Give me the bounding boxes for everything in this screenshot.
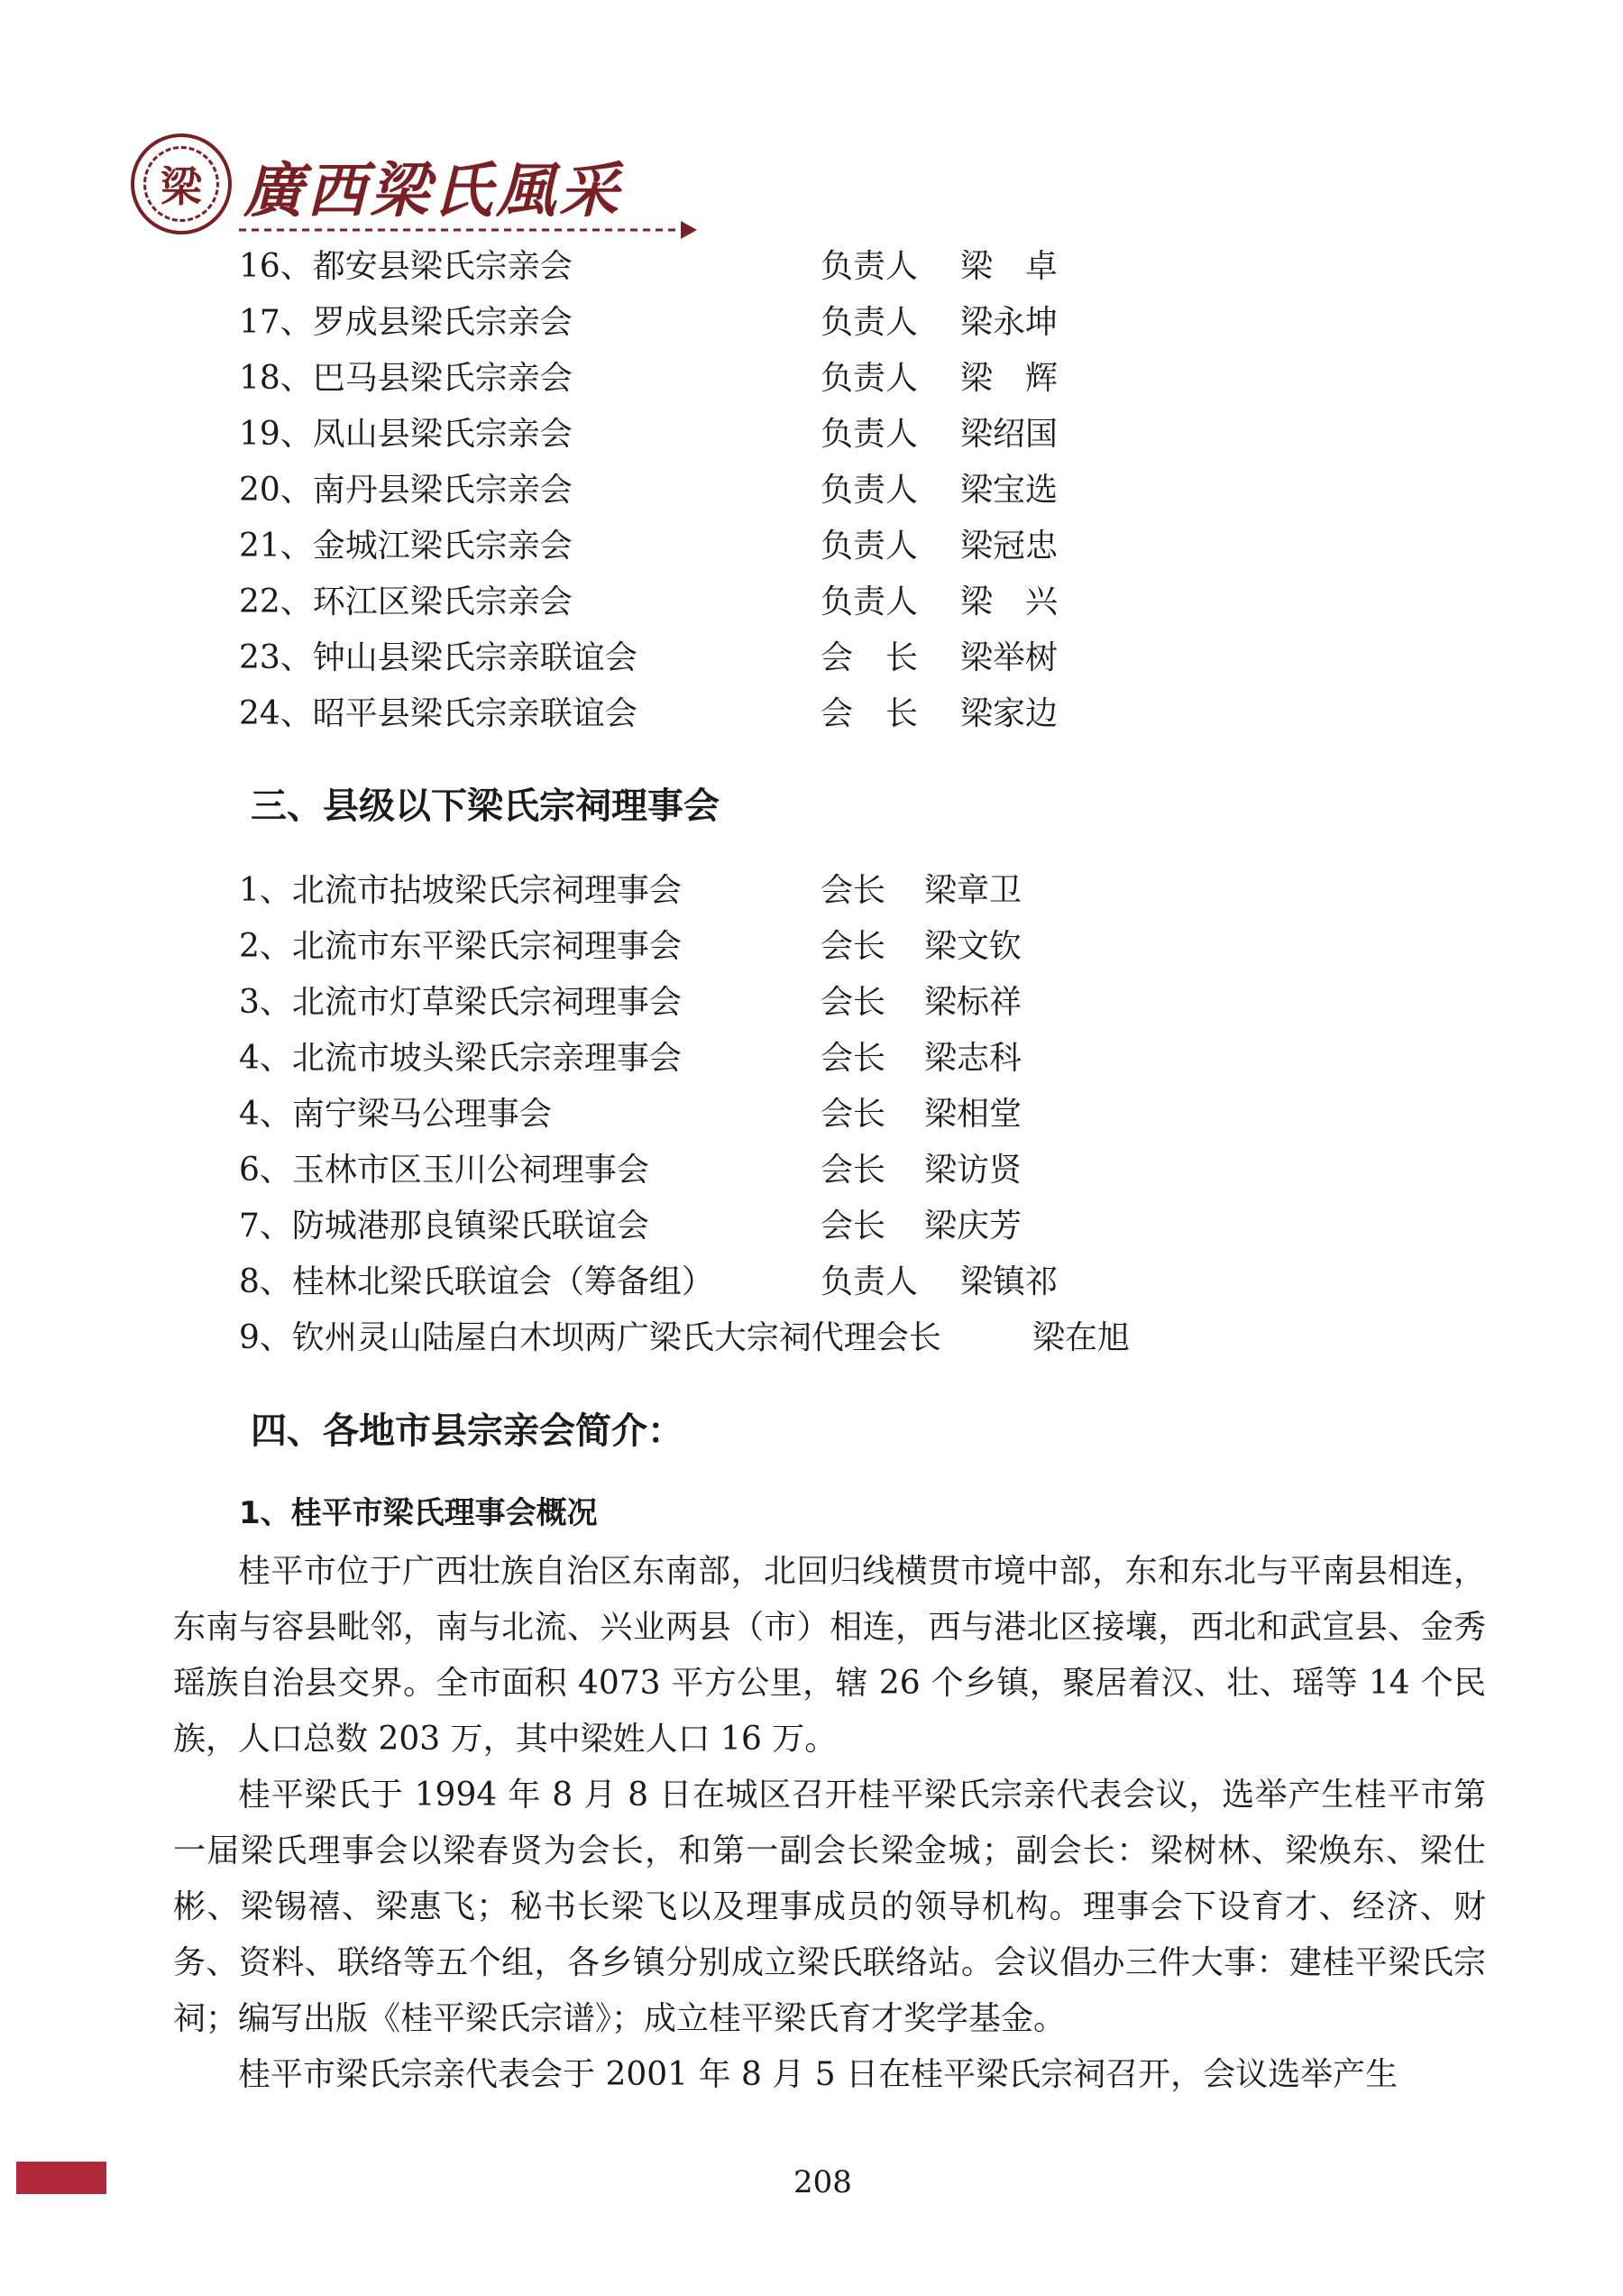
role-label: 会长 [821, 1096, 886, 1133]
org-name: 2、北流市东平梁氏宗祠理事会 [239, 928, 682, 965]
person-name: 梁绍国 [960, 416, 1059, 453]
role-label: 负责人 [821, 416, 919, 453]
org-name: 16、都安县梁氏宗亲会 [239, 248, 573, 285]
person-name: 梁章卫 [924, 872, 1022, 909]
role-label: 会长 [821, 872, 886, 909]
list-item [239, 923, 1141, 970]
page-number: 208 [793, 2164, 852, 2200]
person-name: 梁冠忠 [960, 528, 1059, 565]
org-name: 7、防城港那良镇梁氏联谊会 [239, 1208, 649, 1244]
brand-title: 廣西梁氏風采 [243, 155, 622, 225]
role-label: 会长 [821, 1208, 886, 1244]
person-name: 梁举树 [960, 639, 1059, 676]
org-name: 4、北流市坡头梁氏宗亲理事会 [239, 1040, 682, 1077]
list-item [239, 635, 1141, 682]
list-item [239, 467, 1141, 514]
paragraph: 桂平市梁氏宗亲代表会于 2001 年 8 月 5 日在桂平梁氏宗祠召开，会议选举产生 [238, 2056, 1398, 2093]
section-title-4: 四、各地市县宗亲会简介： [251, 1410, 683, 1452]
org-name: 22、环江区梁氏宗亲会 [239, 583, 573, 620]
org-name: 19、凤山县梁氏宗亲会 [239, 416, 573, 453]
person-name: 梁标祥 [924, 984, 1022, 1021]
list-item [239, 411, 1141, 458]
list-item [239, 1315, 1321, 1362]
org-name: 24、昭平县梁氏宗亲联谊会 [239, 695, 637, 732]
list-item [239, 1035, 1141, 1082]
person-name: 梁宝选 [960, 472, 1059, 509]
list-item [239, 691, 1141, 738]
list-item [239, 243, 1141, 290]
person-name: 梁志科 [924, 1040, 1022, 1077]
list-item [239, 1147, 1141, 1194]
org-name: 9、钦州灵山陆屋白木坝两广梁氏大宗祠代理会长 [239, 1319, 941, 1356]
role-label: 负责人 [821, 248, 919, 285]
paragraph: 桂平市位于广西壮族自治区东南部，北回归线横贯市境中部，东和东北与平南县相连，东南与容县毗邻，南与北流、兴业两县（市）相连，西与港北区接壤，西北和武宣县、金秀瑶族自治县交界。全市面积 4073 平方公里，辖 26 个乡镇，聚居着汉、壮、瑶等 14 个民族，人口总数 203 万，其中梁姓人口 16 万。 [173, 1553, 1486, 1758]
org-name: 4、南宁梁马公理事会 [239, 1096, 552, 1133]
list-item [239, 299, 1141, 346]
role-label: 负责人 [821, 583, 919, 620]
role-label: 负责人 [821, 304, 919, 341]
list-item [239, 979, 1141, 1026]
org-name: 3、北流市灯草梁氏宗祠理事会 [239, 984, 682, 1021]
person-name: 梁 兴 [960, 583, 1059, 620]
org-name: 8、桂林北梁氏联谊会（筹备组） [239, 1263, 714, 1300]
person-name: 梁 卓 [960, 248, 1059, 285]
role-label: 会 长 [821, 639, 919, 676]
seal-logo [131, 133, 232, 234]
footer-bar [16, 2162, 106, 2194]
person-name: 梁在旭 [1032, 1319, 1131, 1356]
role-label: 负责人 [821, 528, 919, 565]
role-label: 负责人 [821, 472, 919, 509]
person-name: 梁文钦 [924, 928, 1022, 965]
role-label: 会长 [821, 984, 886, 1021]
person-name: 梁永坤 [960, 304, 1059, 341]
org-name: 6、玉林市区玉川公祠理事会 [239, 1152, 649, 1189]
role-label: 负责人 [821, 360, 919, 397]
org-name: 17、罗成县梁氏宗亲会 [239, 304, 573, 341]
person-name: 梁家边 [960, 695, 1059, 732]
list-item [239, 355, 1141, 402]
section-title-3: 三、县级以下梁氏宗祠理事会 [251, 785, 720, 827]
org-name: 23、钟山县梁氏宗亲联谊会 [239, 639, 637, 676]
role-label: 会长 [821, 928, 886, 965]
person-name: 梁庆芳 [924, 1208, 1022, 1244]
list-item [239, 579, 1141, 626]
page-header [131, 126, 622, 243]
person-name: 梁 辉 [960, 360, 1059, 397]
org-name: 20、南丹县梁氏宗亲会 [239, 472, 573, 509]
list-item [239, 1091, 1141, 1138]
role-label: 会 长 [821, 695, 919, 732]
role-label: 会长 [821, 1040, 886, 1077]
person-name: 梁相堂 [924, 1096, 1022, 1133]
list-item [239, 868, 1141, 914]
dashed-arrow-icon [239, 216, 699, 243]
list-item [239, 1203, 1141, 1250]
org-name: 18、巴马县梁氏宗亲会 [239, 360, 573, 397]
org-name: 21、金城江梁氏宗亲会 [239, 528, 573, 565]
person-name: 梁访贤 [924, 1152, 1022, 1189]
list-item [239, 1259, 1141, 1306]
person-name: 梁镇祁 [960, 1263, 1059, 1300]
subsection-title: 1、桂平市梁氏理事会概况 [239, 1495, 598, 1531]
role-label: 负责人 [821, 1263, 919, 1300]
role-label: 会长 [821, 1152, 886, 1189]
paragraph: 桂平梁氏于 1994 年 8 月 8 日在城区召开桂平梁氏宗亲代表会议，选举产生桂平市第一届梁氏理事会以梁春贤为会长，和第一副会长梁金城；副会长：梁树林、梁焕东、梁仕彬、梁锡禧、梁惠飞；秘书长梁飞以及理事成员的领导机构。理事会下设育才、经济、财务、资料、联络等五个组，各乡镇分别成立梁氏联络站。会议倡办三件大事：建桂平梁氏宗祠；编写出版《桂平梁氏宗谱》；成立桂平梁氏育才奖学基金。 [173, 1777, 1486, 2037]
org-name: 1、北流市拈坡梁氏宗祠理事会 [239, 872, 682, 909]
list-item [239, 523, 1141, 570]
seal-char: 梁 [143, 146, 219, 222]
